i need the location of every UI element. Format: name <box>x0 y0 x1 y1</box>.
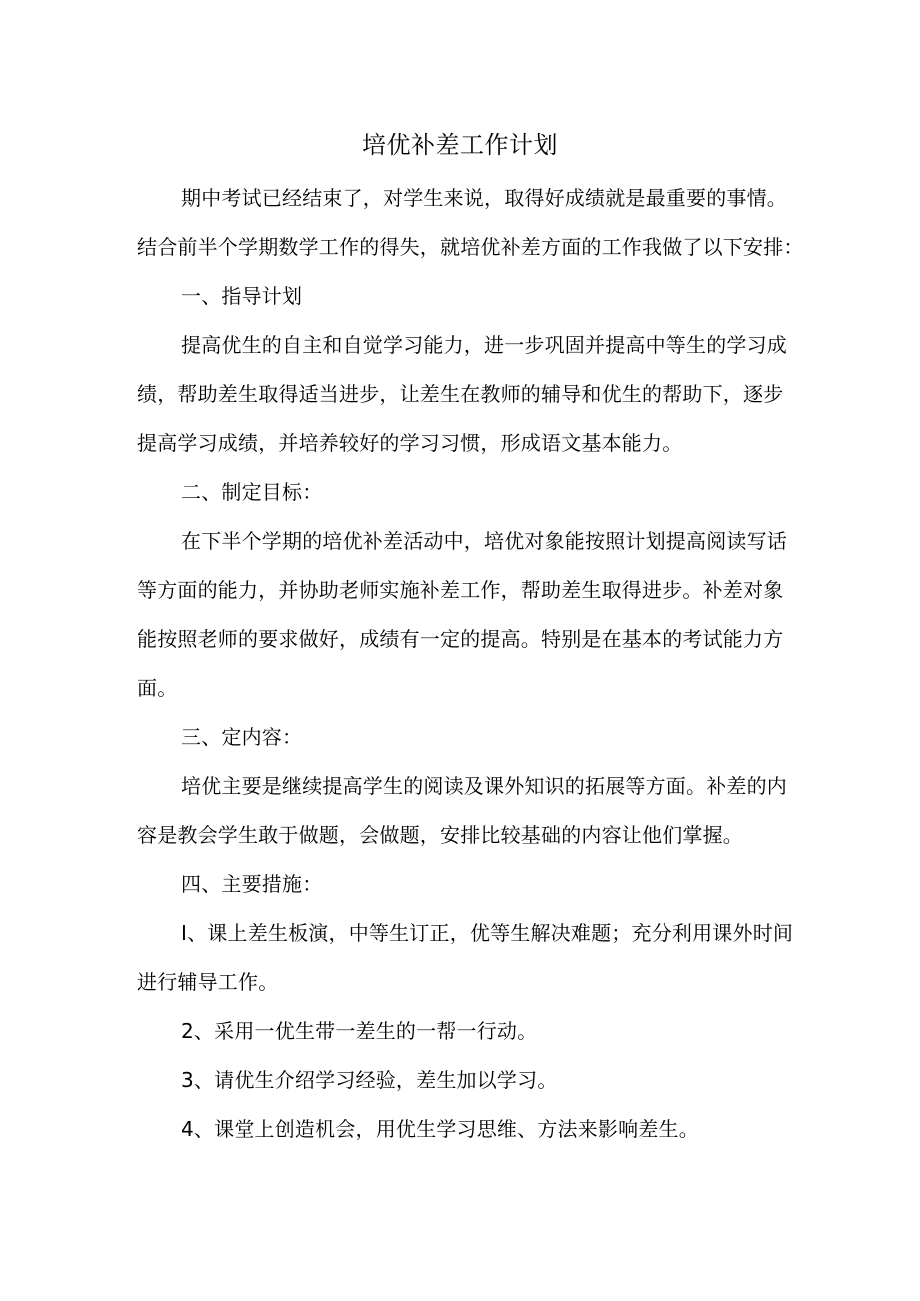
intro-line-1: 期中考试已经结束了，对学生来说，取得好成绩就是最重要的事情。 <box>181 186 787 210</box>
section-heading-set-goals: 二、制定目标： <box>181 480 323 504</box>
measure-3: 3、请优生介绍学习经验，差生加以学习。 <box>181 1068 558 1092</box>
intro-line-2: 结合前半个学期数学工作的得失，就培优补差方面的工作我做了以下安排： <box>137 235 804 259</box>
document-title: 培优补差工作计划 <box>362 131 558 159</box>
goals-line-3: 能按照老师的要求做好，成绩有一定的提高。特别是在基本的考试能力方 <box>137 627 784 651</box>
content-line-2: 容是教会学生敢于做题，会做题，安排比较基础的内容让他们掌握。 <box>137 823 743 847</box>
measure-4: 4、课堂上创造机会，用优生学习思维、方法来影响差生。 <box>181 1117 699 1141</box>
section-heading-content: 三、定内容： <box>181 725 303 749</box>
guidance-line-1: 提高优生的自主和自觉学习能力，进一步巩固并提高中等生的学习成 <box>181 333 787 357</box>
goals-line-4: 面。 <box>137 676 178 700</box>
section-heading-guidance-plan: 一、指导计划 <box>181 284 303 308</box>
section-heading-measures: 四、主要措施： <box>181 872 323 896</box>
guidance-line-3: 提高学习成绩，并培养较好的学习习惯，形成语文基本能力。 <box>137 431 683 455</box>
content-line-1: 培优主要是继续提高学生的阅读及课外知识的拓展等方面。补差的内 <box>181 774 787 798</box>
guidance-line-2: 绩，帮助差生取得适当进步，让差生在教师的辅导和优生的帮助下，逐步 <box>137 382 784 406</box>
goals-line-2: 等方面的能力，并协助老师实施补差工作，帮助差生取得进步。补差对象 <box>137 578 784 602</box>
measure-2: 2、采用一优生带一差生的一帮一行动。 <box>181 1019 538 1043</box>
goals-line-1: 在下半个学期的培优补差活动中，培优对象能按照计划提高阅读写话 <box>181 529 787 553</box>
measure-1-line-2: 进行辅导工作。 <box>137 970 279 994</box>
measure-1-line-1: I、课上差生板演，中等生订正，优等生解决难题；充分利用课外时间 <box>181 921 794 945</box>
